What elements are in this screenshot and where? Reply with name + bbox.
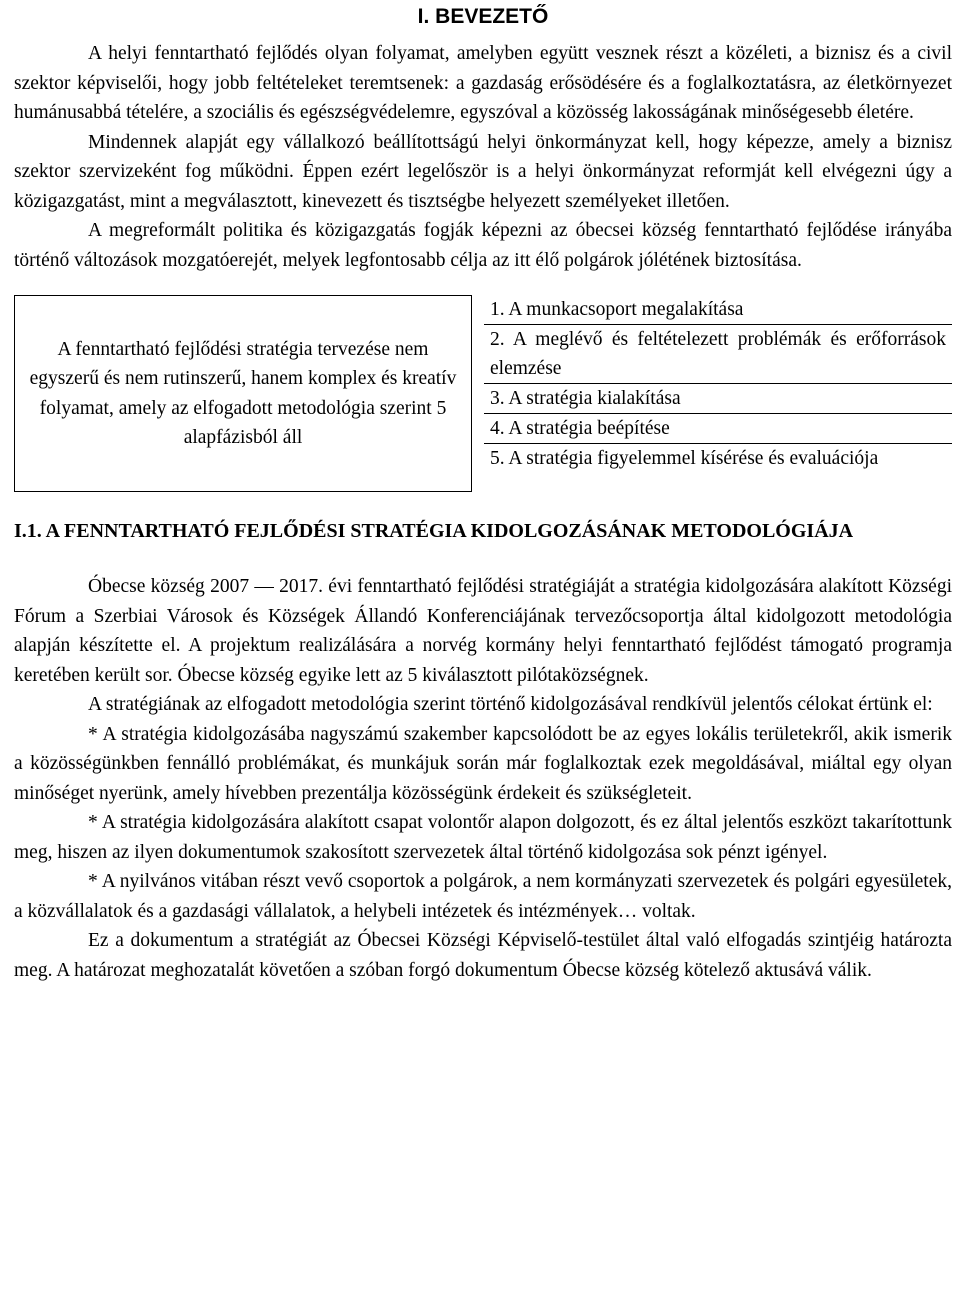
- phase-item: 1. A munkacsoport megalakítása: [484, 295, 952, 325]
- strategy-summary-text: A fenntartható fejlődési stratégia tervezése nem egyszerű és nem rutinszerű, hanem komplex és kreatív folyamat, amely az elfogadott metodológia szerint 5 alapfázisból áll: [29, 338, 457, 448]
- strategy-summary-frame: [14, 295, 472, 492]
- section-paragraph-2: A stratégiának az elfogadott metodológia szerint történő kidolgozásával rendkívül jelentős célokat értünk el:: [88, 694, 933, 715]
- phase-item: 5. A stratégia figyelemmel kísérése és evaluációja: [490, 448, 879, 469]
- intro-paragraph-2: Mindennek alapját egy vállalkozó beállítottságú helyi önkormányzat kell, hogy képezze, amely a biznisz szektor szervizeként fog működni. Éppen ezért legelőször is a helyi önkormányzat reformját kell elvégezni úgy a közigazgatást, mint a megválasztott, kinevezett és tisztségbe helyezett személyeket illetően.: [14, 131, 952, 212]
- phases-box: [14, 295, 952, 492]
- phase-item: 3. A stratégia kialakítása: [484, 384, 952, 414]
- closing-paragraph: Ez a dokumentum a stratégiát az Óbecsei Községi Képviselő-testület által való elfogadás szintjéig határozta meg. A határozat meghozatalát követően a szóban forgó dokumentum Óbecse község kötelező aktusává válik.: [14, 930, 952, 981]
- bullet-paragraph-1: * A stratégia kidolgozásába nagyszámú szakember kapcsolódott be az egyes lokális területekről, akik ismerik a közösségünkben fennálló problémákat, és munkájuk során már foglalkoztak ezek megoldásával, miáltal egy olyan minőséget nyerünk, amely hívebben prezentálja közösségünk érdekeit és szükségleteit.: [14, 723, 952, 804]
- section-heading: I.1. A FENNTARTHATÓ FEJLŐDÉSI STRATÉGIA KIDOLGOZÁSÁNAK METODOLÓGIÁJA: [14, 520, 854, 542]
- intro-paragraph-3: A megreformált politika és közigazgatás fogják képezni az óbecsei község fenntartható fejlődése irányába történő változások mozgatóerejét, melyek legfontosabb célja az itt élő polgárok jólétének biztosítása.: [14, 220, 952, 271]
- bullet-paragraph-2: * A stratégia kidolgozására alakított csapat volontőr alapon dolgozott, és ez által jelentős eszközt takarítottunk meg, hiszen az ilyen dokumentumok szakosított szervezetek által történő kidolgozása sok pénzt igényel.: [14, 812, 952, 863]
- intro-paragraph-1: A helyi fenntartható fejlődés olyan folyamat, amelyben együtt vesznek részt a közéleti, a biznisz és a civil szektor képviselői, hogy jobb feltételeket teremtsenek: a gazdaság erősödésére és a foglalkoztatásra, az életkörnyezet humánusabbá tételére, a szociális és egészségvédelemre, egyszóval a közösség lakosságának minőségesebb életére.: [14, 43, 952, 123]
- bullet-paragraph-3: * A nyilvános vitában részt vevő csoportok a polgárok, a nem kormányzati szervezetek és polgári egyesületek, a közvállalatok és a gazdasági vállalatok, a helybeli intézetek és intézmények… voltak.: [14, 871, 952, 922]
- document-page: [14, 0, 952, 985]
- phase-list: [484, 295, 952, 473]
- page-title: I. BEVEZETŐ: [417, 5, 549, 28]
- phase-item: 4. A stratégia beépítése: [484, 414, 952, 444]
- section-paragraph-1: Óbecse község 2007 — 2017. évi fenntartható fejlődési stratégiáját a stratégia kidolgozására alakított Községi Fórum a Szerbiai Városok és Községek Állandó Konferenciájának tervezőcsoportja által kidolgozott metodológia alapján készítette el. A projektum realizálására a norvég kormány helyi fenntartható fejlődést támogató programja keretében került sor. Óbecse község egyike lett az 5 kiválasztott pilótaközségnek.: [14, 576, 952, 686]
- spacer: [14, 546, 952, 572]
- phase-item: 2. A meglévő és feltételezett problémák és erőforrások elemzése: [484, 325, 952, 384]
